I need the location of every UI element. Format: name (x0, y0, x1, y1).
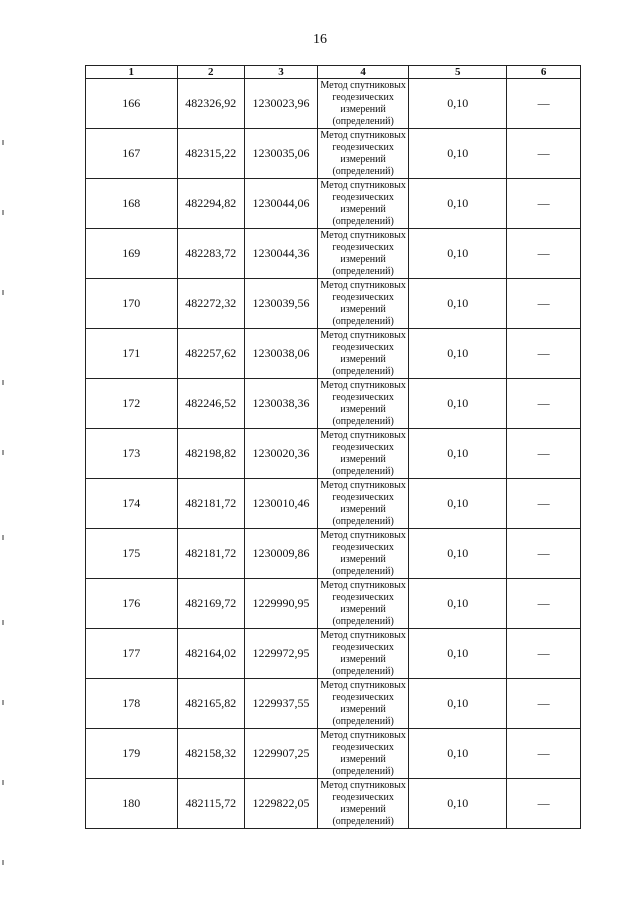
point-number-cell: 172 (86, 379, 178, 429)
scan-mark (2, 535, 4, 540)
scan-mark (2, 700, 4, 705)
accuracy-cell: 0,10 (409, 529, 507, 579)
point-number-cell: 178 (86, 679, 178, 729)
header-row (86, 66, 581, 79)
y-coordinate-cell: 1230010,46 (245, 479, 318, 529)
method-cell: Метод спутниковых геодезических измерений (определений) (317, 129, 409, 179)
table-row (86, 429, 581, 479)
header-col-2: 2 (177, 66, 245, 79)
method-cell: Метод спутниковых геодезических измерений (определений) (317, 179, 409, 229)
method-cell: Метод спутниковых геодезических измерений (определений) (317, 679, 409, 729)
accuracy-cell: 0,10 (409, 679, 507, 729)
accuracy-cell: 0,10 (409, 729, 507, 779)
method-cell: Метод спутниковых геодезических измерений (определений) (317, 479, 409, 529)
point-number-cell: 170 (86, 279, 178, 329)
table-row (86, 729, 581, 779)
note-cell: — (507, 79, 581, 129)
method-cell: Метод спутниковых геодезических измерений (определений) (317, 429, 409, 479)
point-number-cell: 175 (86, 529, 178, 579)
note-cell: — (507, 229, 581, 279)
x-coordinate-cell: 482158,32 (177, 729, 245, 779)
point-number-cell: 176 (86, 579, 178, 629)
y-coordinate-cell: 1230009,86 (245, 529, 318, 579)
scan-mark (2, 780, 4, 785)
point-number-cell: 173 (86, 429, 178, 479)
note-cell: — (507, 479, 581, 529)
point-number-cell: 174 (86, 479, 178, 529)
table-row (86, 679, 581, 729)
accuracy-cell: 0,10 (409, 429, 507, 479)
table-row (86, 229, 581, 279)
method-cell: Метод спутниковых геодезических измерений (определений) (317, 229, 409, 279)
scan-mark (2, 380, 4, 385)
point-number-cell: 179 (86, 729, 178, 779)
method-cell: Метод спутниковых геодезических измерений (определений) (317, 779, 409, 829)
x-coordinate-cell: 482164,02 (177, 629, 245, 679)
accuracy-cell: 0,10 (409, 179, 507, 229)
y-coordinate-cell: 1229822,05 (245, 779, 318, 829)
header-col-5: 5 (409, 66, 507, 79)
header-col-4: 4 (317, 66, 409, 79)
accuracy-cell: 0,10 (409, 629, 507, 679)
header-col-1: 1 (86, 66, 178, 79)
header-col-6: 6 (507, 66, 581, 79)
y-coordinate-cell: 1230023,96 (245, 79, 318, 129)
accuracy-cell: 0,10 (409, 279, 507, 329)
table-row (86, 179, 581, 229)
method-cell: Метод спутниковых геодезических измерений (определений) (317, 729, 409, 779)
table-row (86, 479, 581, 529)
point-number-cell: 171 (86, 329, 178, 379)
note-cell: — (507, 179, 581, 229)
accuracy-cell: 0,10 (409, 479, 507, 529)
note-cell: — (507, 429, 581, 479)
table-row (86, 579, 581, 629)
method-cell: Метод спутниковых геодезических измерений (определений) (317, 329, 409, 379)
note-cell: — (507, 329, 581, 379)
point-number-cell: 180 (86, 779, 178, 829)
accuracy-cell: 0,10 (409, 329, 507, 379)
y-coordinate-cell: 1230020,36 (245, 429, 318, 479)
note-cell: — (507, 779, 581, 829)
x-coordinate-cell: 482198,82 (177, 429, 245, 479)
table-row (86, 379, 581, 429)
point-number-cell: 166 (86, 79, 178, 129)
scan-margin-marks (2, 80, 4, 900)
x-coordinate-cell: 482181,72 (177, 529, 245, 579)
scan-mark (2, 290, 4, 295)
header-col-3: 3 (245, 66, 318, 79)
table-body (86, 79, 581, 829)
scan-mark (2, 860, 4, 865)
note-cell: — (507, 279, 581, 329)
x-coordinate-cell: 482246,52 (177, 379, 245, 429)
y-coordinate-cell: 1230038,36 (245, 379, 318, 429)
note-cell: — (507, 529, 581, 579)
x-coordinate-cell: 482326,92 (177, 79, 245, 129)
x-coordinate-cell: 482257,62 (177, 329, 245, 379)
point-number-cell: 177 (86, 629, 178, 679)
y-coordinate-cell: 1229937,55 (245, 679, 318, 729)
x-coordinate-cell: 482181,72 (177, 479, 245, 529)
method-cell: Метод спутниковых геодезических измерений (определений) (317, 79, 409, 129)
coordinates-table (85, 65, 581, 829)
note-cell: — (507, 679, 581, 729)
y-coordinate-cell: 1229907,25 (245, 729, 318, 779)
method-cell: Метод спутниковых геодезических измерений (определений) (317, 379, 409, 429)
accuracy-cell: 0,10 (409, 79, 507, 129)
accuracy-cell: 0,10 (409, 779, 507, 829)
table-header (86, 66, 581, 79)
note-cell: — (507, 729, 581, 779)
scan-mark (2, 620, 4, 625)
note-cell: — (507, 629, 581, 679)
y-coordinate-cell: 1230038,06 (245, 329, 318, 379)
method-cell: Метод спутниковых геодезических измерений (определений) (317, 529, 409, 579)
accuracy-cell: 0,10 (409, 379, 507, 429)
y-coordinate-cell: 1230044,36 (245, 229, 318, 279)
note-cell: — (507, 579, 581, 629)
x-coordinate-cell: 482115,72 (177, 779, 245, 829)
x-coordinate-cell: 482165,82 (177, 679, 245, 729)
accuracy-cell: 0,10 (409, 229, 507, 279)
page-number: 16 (313, 32, 327, 47)
note-cell: — (507, 129, 581, 179)
y-coordinate-cell: 1230044,06 (245, 179, 318, 229)
scan-mark (2, 210, 4, 215)
scan-mark (2, 140, 4, 145)
x-coordinate-cell: 482315,22 (177, 129, 245, 179)
y-coordinate-cell: 1230039,56 (245, 279, 318, 329)
point-number-cell: 167 (86, 129, 178, 179)
table-row (86, 529, 581, 579)
y-coordinate-cell: 1229972,95 (245, 629, 318, 679)
table-row (86, 629, 581, 679)
point-number-cell: 169 (86, 229, 178, 279)
scan-mark (2, 450, 4, 455)
method-cell: Метод спутниковых геодезических измерений (определений) (317, 279, 409, 329)
x-coordinate-cell: 482169,72 (177, 579, 245, 629)
x-coordinate-cell: 482283,72 (177, 229, 245, 279)
x-coordinate-cell: 482272,32 (177, 279, 245, 329)
table-row (86, 79, 581, 129)
y-coordinate-cell: 1229990,95 (245, 579, 318, 629)
y-coordinate-cell: 1230035,06 (245, 129, 318, 179)
note-cell: — (507, 379, 581, 429)
table-row (86, 329, 581, 379)
table-row (86, 129, 581, 179)
table-row (86, 779, 581, 829)
table-row (86, 279, 581, 329)
x-coordinate-cell: 482294,82 (177, 179, 245, 229)
method-cell: Метод спутниковых геодезических измерений (определений) (317, 579, 409, 629)
accuracy-cell: 0,10 (409, 129, 507, 179)
method-cell: Метод спутниковых геодезических измерений (определений) (317, 629, 409, 679)
point-number-cell: 168 (86, 179, 178, 229)
accuracy-cell: 0,10 (409, 579, 507, 629)
